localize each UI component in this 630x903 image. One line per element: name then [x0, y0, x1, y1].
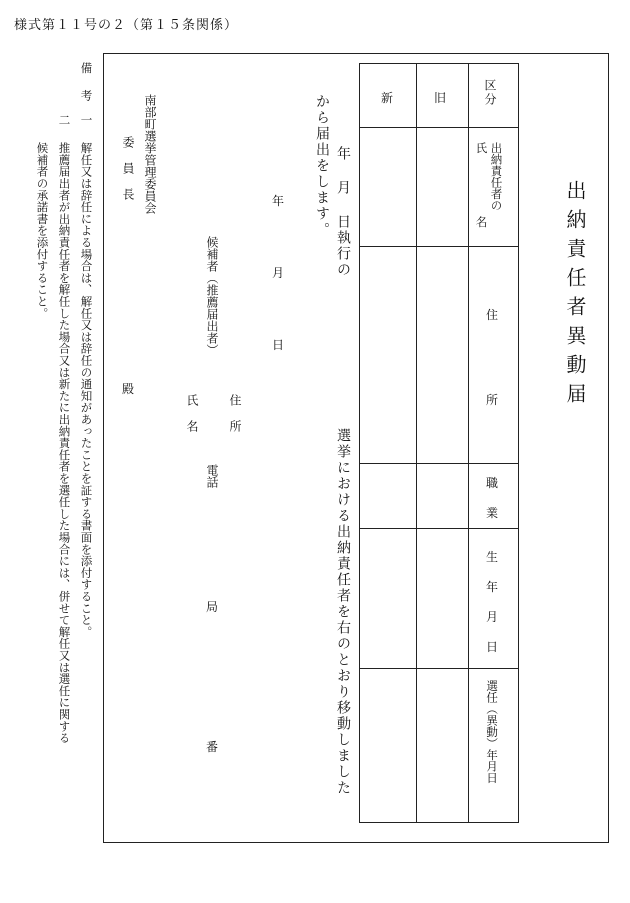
note-1-text: 解任又は辞任による場合は、解任又は辞任の通知があったことを証する書面を添付すること。 [79, 142, 94, 638]
row-birth-3: 月 [486, 610, 499, 624]
form-title: 出納責任者異動届 [563, 180, 587, 412]
row-birth-2: 年 [486, 580, 499, 594]
notes-heading: 備 考 [79, 62, 94, 102]
name-label: 氏 名 [185, 394, 199, 432]
col-new-header: 新 [381, 91, 394, 105]
form-frame [103, 53, 609, 843]
table-col-divider [468, 64, 469, 822]
table-row-divider [360, 668, 518, 669]
row-birth-1: 生 [486, 550, 499, 564]
phone-ban-label: 番 [206, 740, 219, 754]
statement-line1-pre: 年 月 日執行の [335, 146, 351, 278]
row-job-2: 業 [486, 506, 499, 520]
note-2-text-line1: 推薦届出者が出納責任者を解任した場合又は新たに出納責任者を選任した場合には、併せて解任又は選任に関する [57, 142, 72, 744]
phone-kyoku-label: 局 [206, 600, 219, 614]
addressee-org: 南部町選挙管理委員会 [143, 94, 157, 214]
row-name-shi: 氏 [474, 142, 489, 154]
row-birth-4: 日 [486, 640, 499, 654]
table-row-divider [360, 127, 518, 128]
address-label: 住 所 [228, 394, 242, 432]
phone-label: 電話 [205, 464, 219, 488]
row-address-2: 所 [486, 393, 499, 407]
col-category-header: 区分 [483, 79, 497, 107]
form-number-header: 様式第１１号の２（第１５条関係） [14, 18, 239, 33]
submission-date-day: 日 [272, 338, 285, 352]
addressee-title: 委 員 長 [121, 136, 135, 200]
statement-line1-post: 選挙における出納責任者を右のとおり移動しました [335, 428, 351, 796]
submission-date-month: 月 [272, 266, 285, 280]
col-old-header: 旧 [434, 91, 447, 105]
table-col-divider [416, 64, 417, 822]
candidate-label: 候補者（推薦届出者） [205, 236, 219, 356]
note-2-number: 二 [57, 114, 72, 127]
row-address-1: 住 [486, 308, 499, 322]
change-table [359, 63, 519, 823]
row-job-1: 職 [486, 476, 499, 490]
row-appointment-date: 選任（異動）年月日 [485, 680, 500, 784]
note-1-number: 一 [79, 114, 94, 127]
note-2-text-line2: 候補者の承諾書を添付すること。 [35, 142, 50, 319]
submission-date-year: 年 [272, 194, 285, 208]
statement-line2: から届出をします。 [314, 94, 330, 238]
table-row-divider [360, 463, 518, 464]
row-name-mei: 名 [474, 216, 489, 228]
row-name-label: 出納責任者の [489, 142, 504, 211]
addressee-honorific: 殿 [122, 382, 135, 396]
table-row-divider [360, 246, 518, 247]
table-row-divider [360, 528, 518, 529]
